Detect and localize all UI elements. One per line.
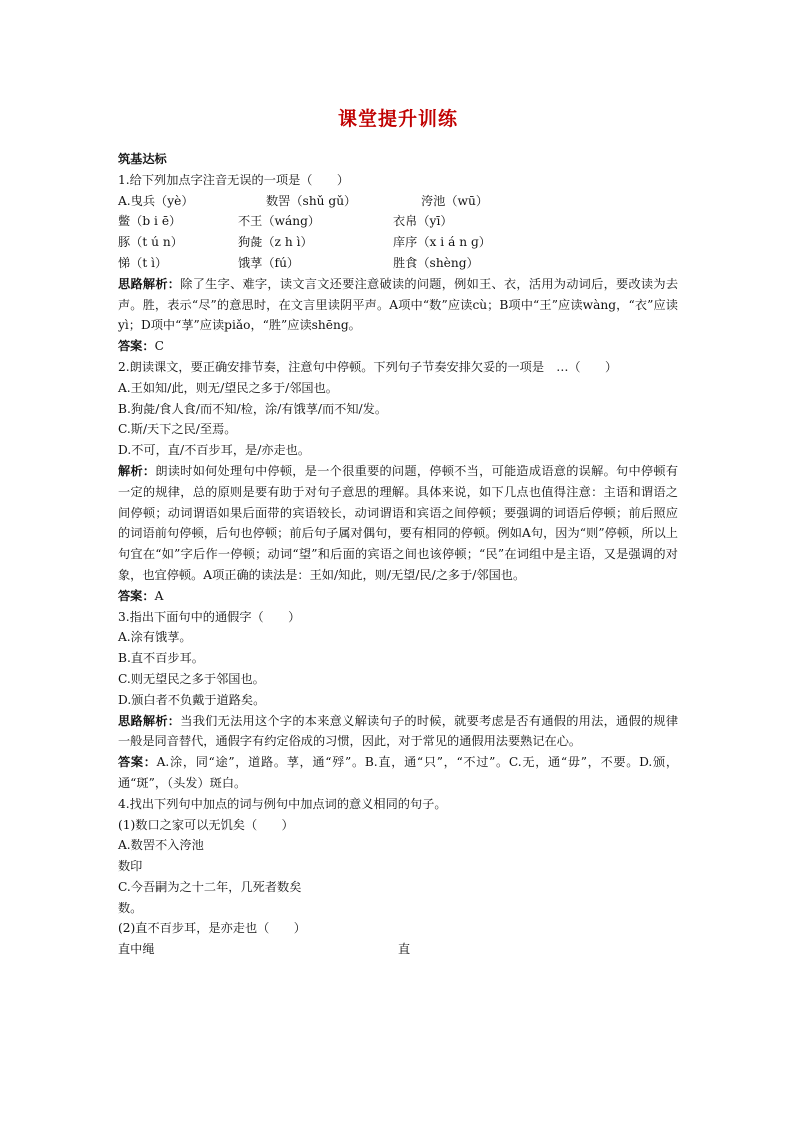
q1-answer-label: 答案： bbox=[118, 339, 155, 354]
q2-answer-text: A bbox=[154, 588, 164, 603]
question-3-stem: 3.指出下面句中的通假字（ ） bbox=[118, 609, 301, 624]
q1-analysis-text: 除了生字、难字，读文言文还要注意破读的问题，例如王、衣，活用为动词后，要改读为去声。胜，表示“尽”的意思时，在文言里读阴平声。A项中“数”应读cù；B项中“王”应读wàng，“衣”应读yì；D项中“莩”应读piǎo，“胜”应读shēng。 bbox=[118, 276, 679, 333]
q1-row-3-col-3: 庠序（x i á n ɡ） bbox=[393, 235, 491, 250]
q1-row-2-col-3: 衣帛（yī） bbox=[393, 214, 453, 229]
q1-analysis-label: 思路解析： bbox=[118, 276, 181, 291]
q1-row-2-col-2: 不王（wáng） bbox=[238, 214, 321, 229]
q1-row-1 bbox=[118, 191, 678, 212]
q1-row-1-col-3: 洿池（wū） bbox=[421, 193, 489, 208]
q2-analysis-label: 解析： bbox=[118, 463, 156, 478]
section-heading: 筑基达标 bbox=[118, 152, 167, 166]
q2-option-c: C.斯/天下之民/至焉。 bbox=[118, 422, 237, 437]
q3-option-b: B.直不百步耳。 bbox=[118, 651, 204, 666]
q4-sub-1-line-3: C.今吾嗣为之十二年，几死者数矣 bbox=[118, 879, 302, 894]
q1-answer-text: C bbox=[154, 339, 164, 354]
q3-answer-label: 答案： bbox=[118, 755, 157, 770]
q3-option-d: D.颁白者不负戴于道路矣。 bbox=[118, 692, 266, 707]
q1-row-4-col-1: 悌（t ì） bbox=[118, 255, 168, 270]
q4-sub-1: (1)数口之家可以无饥矣（ ） bbox=[118, 817, 294, 832]
q1-row-2 bbox=[118, 211, 678, 232]
q3-answer-text: A.涂，同“途”，道路。莩，通“殍”。B.直，通“只”，“不过”。C.无，通“毋”，不要。D.颁，通“斑”，（头发）斑白。 bbox=[118, 755, 679, 790]
q1-row-3-col-2: 狗彘（z h ì） bbox=[238, 235, 313, 250]
q2-option-b: B.狗彘/食人食/而不知/检，涂/有饿莩/而不知/发。 bbox=[118, 401, 388, 416]
q2-option-d: D.不可，直/不百步耳，是/亦走也。 bbox=[118, 443, 311, 458]
q1-analysis bbox=[118, 274, 678, 336]
q1-row-3-col-1: 豚（t ú n） bbox=[118, 235, 183, 250]
q1-row-4 bbox=[118, 253, 678, 274]
q4-sub-2: (2)直不百步耳，是亦走也（ ） bbox=[118, 921, 306, 936]
question-2-stem: 2.朗读课文，要正确安排节奏，注意句中停顿。下列句子节奏安排欠妥的一项是 …（ ） bbox=[118, 359, 618, 374]
q2-answer bbox=[118, 586, 678, 607]
question-4-stem: 4.找出下列句中加点的词与例句中加点词的意义相同的句子。 bbox=[118, 796, 447, 811]
page-title: 课堂提升训练 bbox=[337, 108, 458, 130]
q4-bottom-left: 直中绳 bbox=[118, 942, 155, 957]
q1-row-4-col-2: 饿莩（fú） bbox=[238, 255, 300, 270]
q4-bottom-row bbox=[118, 939, 678, 960]
q4-sub-1-line-2: 数印 bbox=[118, 859, 143, 874]
q1-row-1-col-1: A.曳兵（yè） bbox=[118, 193, 194, 208]
q1-row-2-col-1: 鳖（b i ē） bbox=[118, 214, 182, 229]
q4-sub-1-line-1: A.数罟不入洿池 bbox=[118, 838, 204, 853]
q4-bottom-right: 直 bbox=[398, 942, 411, 957]
q1-answer bbox=[118, 336, 678, 357]
q2-analysis-text: 朗读时如何处理句中停顿，是一个很重要的问题，停顿不当，可能造成语意的误解。句中停顿有一定的规律，总的原则是要有助于对句子意思的理解。具体来说，如下几点也值得注意：主语和谓语之间停顿；动词谓语如果后面带的宾语较长，动词谓语和宾语之间停顿；要强调的词语后停顿；前后照应的词语前句停顿，后句也停顿；前后句子属对偶句，要有相同的停顿。例如A句，因为“则”停顿，所以上句宜在“如”字后作一停顿；动词“望”和后面的宾语之间也该停顿；“民”在词组中是主语，又是强调的对象，也宜停顿。A项正确的读法是：王如/知此，则/无望/民/之多于/邻国也。 bbox=[118, 463, 679, 582]
q1-row-3 bbox=[118, 232, 678, 253]
q3-option-a: A.涂有饿莩。 bbox=[118, 630, 192, 645]
q3-answer bbox=[118, 752, 678, 794]
question-1-stem: 1.给下列加点字注音无误的一项是（ ） bbox=[118, 172, 350, 187]
document-page bbox=[118, 104, 678, 960]
q1-row-1-col-2: 数罟（shǔ gǔ） bbox=[266, 193, 357, 208]
q2-answer-label: 答案： bbox=[118, 588, 155, 603]
q1-row-4-col-3: 胜食（shèng） bbox=[393, 255, 479, 270]
q2-analysis bbox=[118, 461, 678, 586]
q4-sub-1-line-4: 数。 bbox=[118, 900, 143, 915]
q3-option-c: C.则无望民之多于邻国也。 bbox=[118, 671, 265, 686]
q3-analysis-text: 当我们无法用这个字的本来意义解读句子的时候，就要考虑是否有通假的用法，通假的规律一般是同音替代，通假字有约定俗成的习惯，因此，对于常见的通假用法要熟记在心。 bbox=[118, 713, 679, 749]
q3-analysis-label: 思路解析： bbox=[118, 713, 181, 728]
q2-option-a: A.王如知/此，则无/望民之多于/邻国也。 bbox=[118, 380, 338, 395]
q3-analysis bbox=[118, 711, 678, 753]
